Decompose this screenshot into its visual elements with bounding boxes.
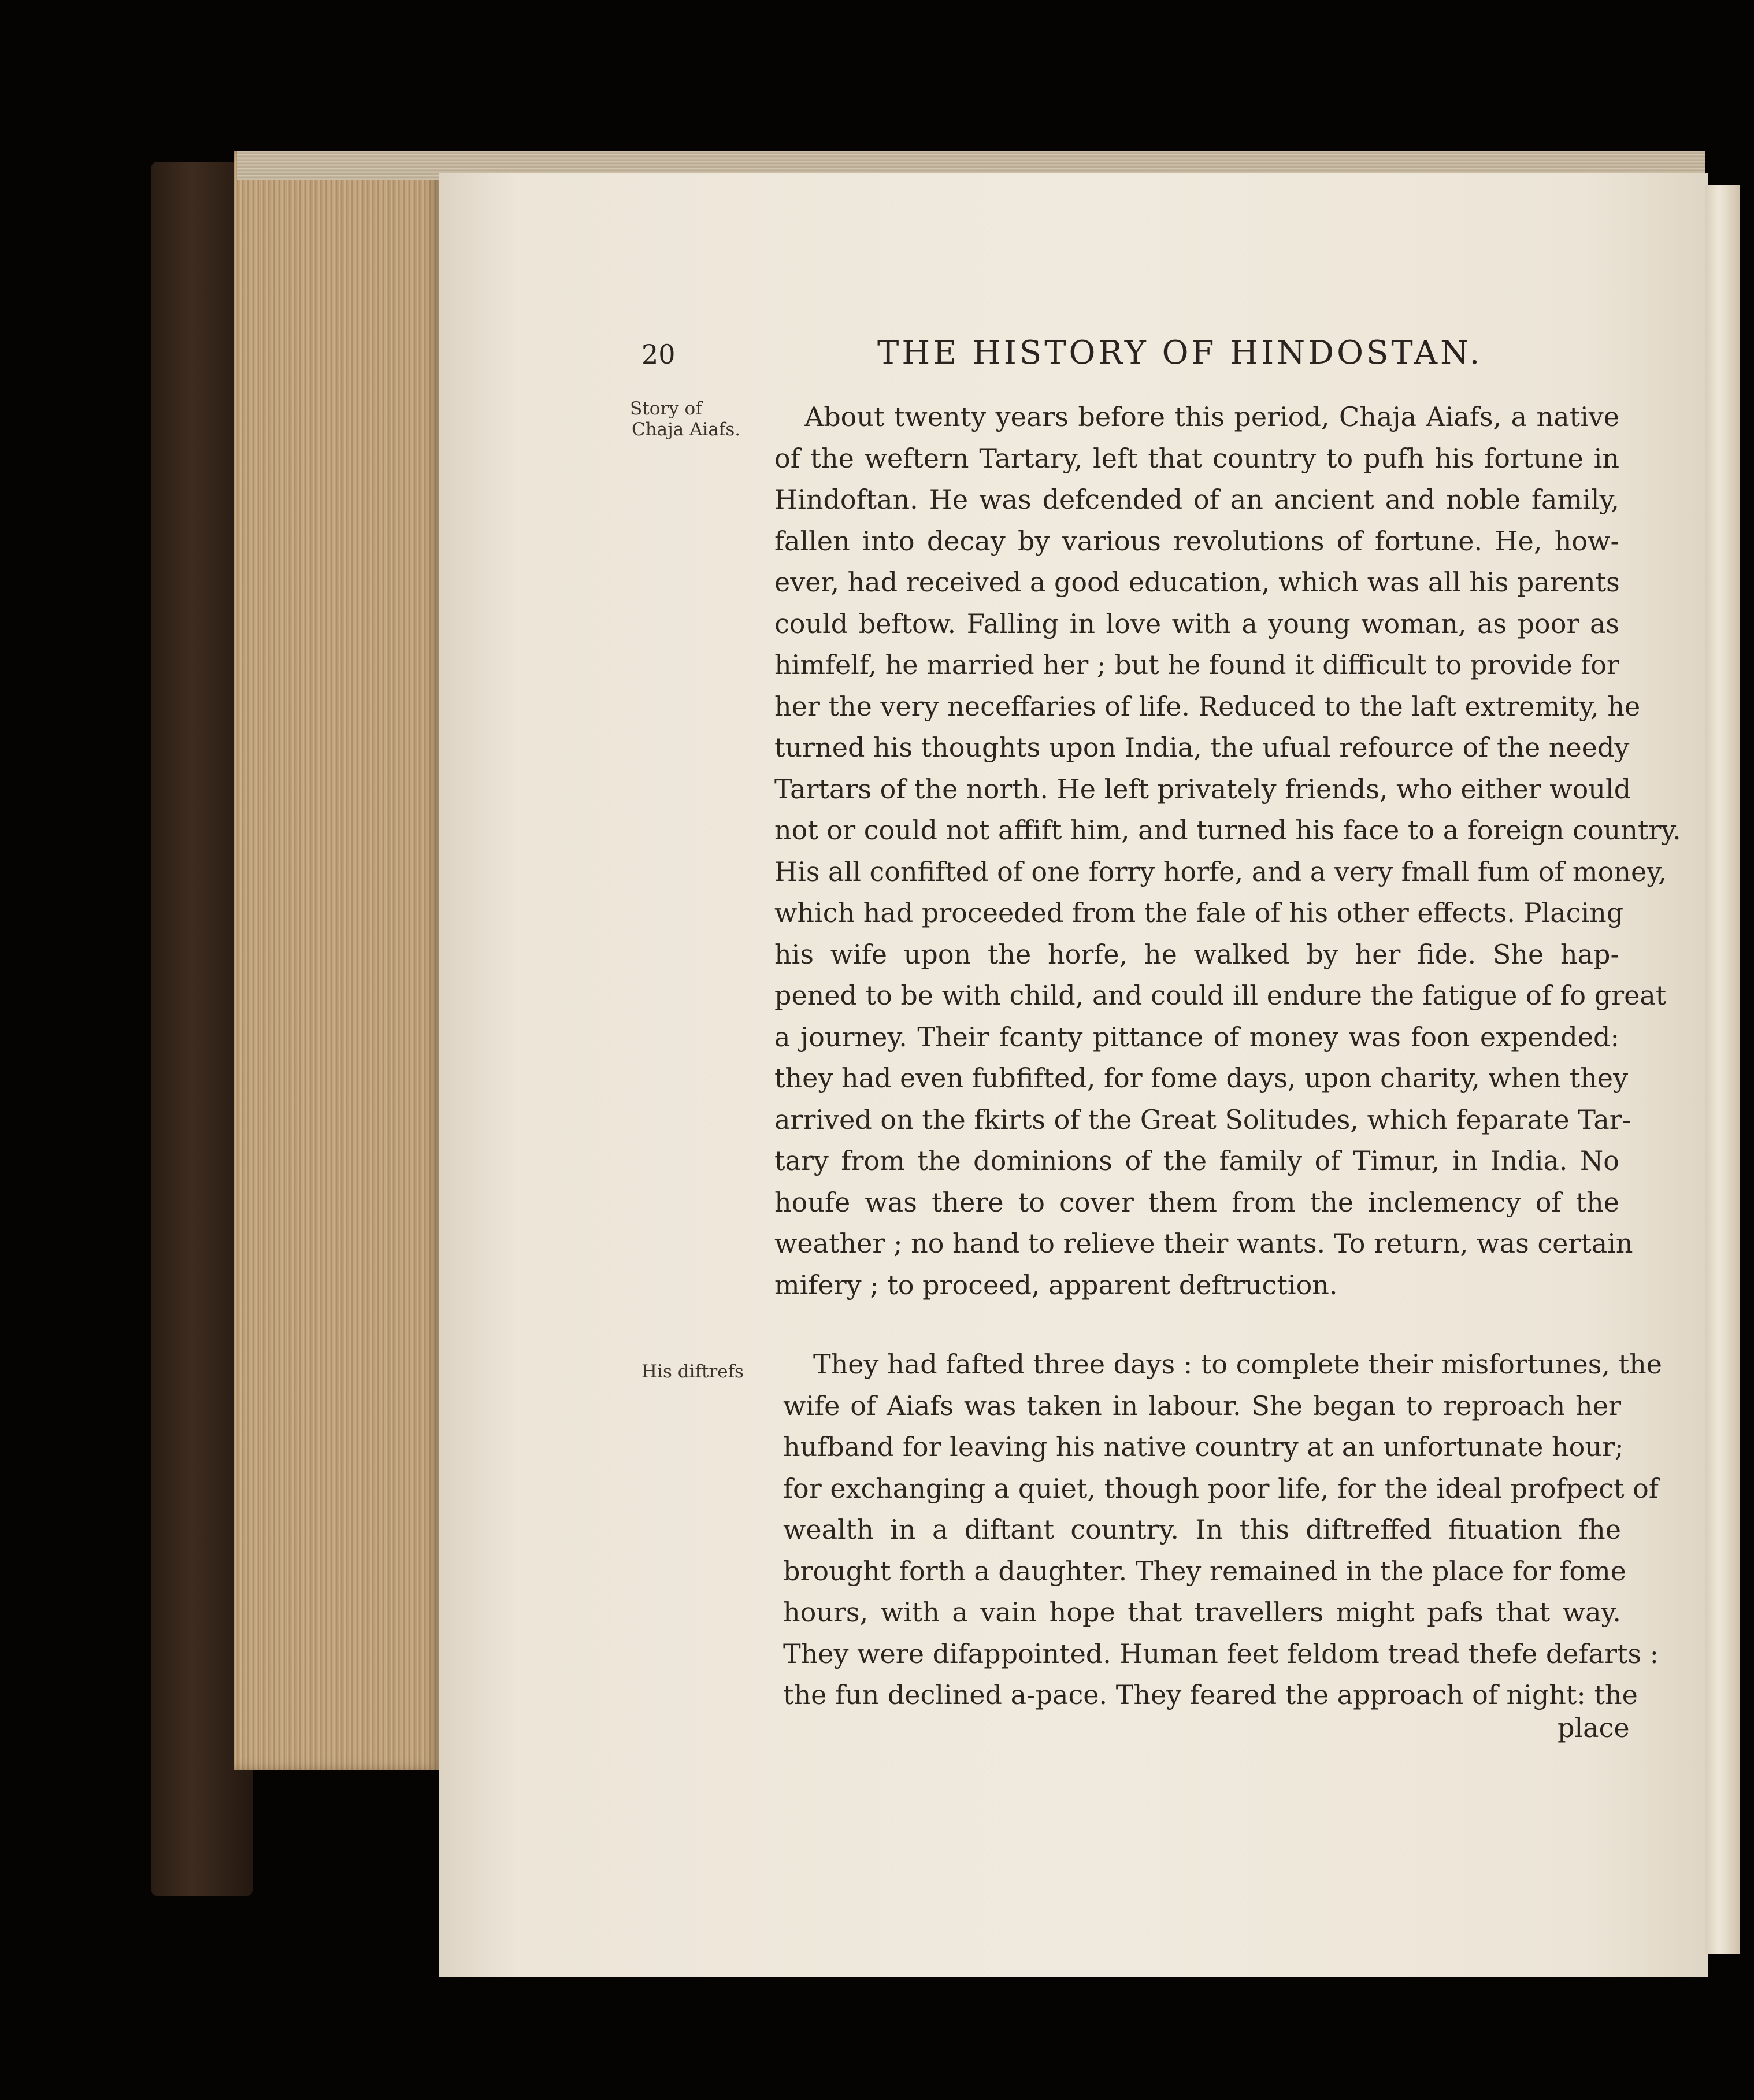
catchword: place xyxy=(1558,1712,1630,1743)
text-line: her the very neceffaries of life. Reduced to the laft extremity, he xyxy=(774,690,1641,722)
text-line: his wife upon the horfe, he walked by her fide. She hap- xyxy=(774,938,1619,970)
text-line: arrived on the fkirts of the Great Solitudes, which feparate Tar- xyxy=(774,1103,1631,1135)
text-line: hours, with a vain hope that travellers might pafs that way. xyxy=(783,1597,1621,1628)
paragraph-2 xyxy=(783,1344,1662,1716)
text-line: of the weftern Tartary, left that country to pufh his fortune in xyxy=(774,442,1619,474)
text-line: houfe was there to cover them from the inclemency of the xyxy=(774,1186,1619,1218)
marginal-note-story: Story of xyxy=(630,398,702,419)
text-line: They had fafted three days : to complete their misfortunes, the xyxy=(813,1349,1662,1380)
text-line: could beftow. Falling in love with a young woman, as poor as xyxy=(774,608,1619,639)
text-line: Hindoftan. He was defcended of an ancient and noble family, xyxy=(774,484,1619,515)
text-line: His all confifted of one forry horfe, and a very fmall fum of money, xyxy=(774,855,1667,887)
text-line: they had even fubfifted, for fome days, upon charity, when they xyxy=(774,1062,1629,1094)
text-line: ever, had received a good education, which was all his parents xyxy=(774,566,1620,598)
text-line: brought forth a daughter. They remained in the place for fome xyxy=(783,1555,1626,1587)
page-right-edge xyxy=(1705,185,1740,1954)
text-line: weather ; no hand to relieve their wants. To return, was certain xyxy=(774,1228,1633,1259)
paragraph-1 xyxy=(774,397,1681,1306)
text-line: for exchanging a quiet, though poor life, for the ideal profpect of xyxy=(783,1472,1659,1504)
text-line: wife of Aiafs was taken in labour. She began to reproach her xyxy=(783,1390,1621,1421)
page-number: 20 xyxy=(641,339,676,370)
text-line: the fun declined a-pace. They feared the approach of night: the xyxy=(783,1679,1638,1710)
text-line: a journey. Their fcanty pittance of money was foon expended: xyxy=(774,1021,1619,1053)
text-line: Tartars of the north. He left privately friends, who either would xyxy=(774,773,1631,805)
text-line: mifery ; to proceed, apparent deftruction. xyxy=(774,1269,1338,1301)
text-line: which had proceeded from the fale of his other effects. Placing xyxy=(774,897,1624,928)
text-line: tary from the dominions of the family of Timur, in India. No xyxy=(774,1145,1619,1176)
running-head: THE HISTORY OF HINDOSTAN. xyxy=(877,334,1483,372)
text-line: fallen into decay by various revolutions of fortune. He, how- xyxy=(774,525,1619,557)
text-line: turned his thoughts upon India, the ufual refource of the needy xyxy=(774,732,1630,763)
page-edges xyxy=(234,151,439,1770)
text-line: pened to be with child, and could ill endure the fatigue of fo great xyxy=(774,980,1667,1011)
text-line: hufband for leaving his native country at an unfortunate hour; xyxy=(783,1431,1624,1462)
text-line: wealth in a diftant country. In this diftreffed fituation fhe xyxy=(783,1514,1621,1545)
text-line: himfelf, he married her ; but he found it difficult to provide for xyxy=(774,649,1619,680)
text-line: not or could not affift him, and turned his face to a foreign country. xyxy=(774,814,1681,846)
marginal-note-chaja: Chaja Aiafs. xyxy=(632,419,741,440)
text-line: They were difappointed. Human feet feldom tread thefe defarts : xyxy=(783,1638,1659,1669)
marginal-note-distress: His diftrefs xyxy=(641,1361,744,1382)
text-line: About twenty years before this period, Chaja Aiafs, a native xyxy=(804,401,1619,432)
